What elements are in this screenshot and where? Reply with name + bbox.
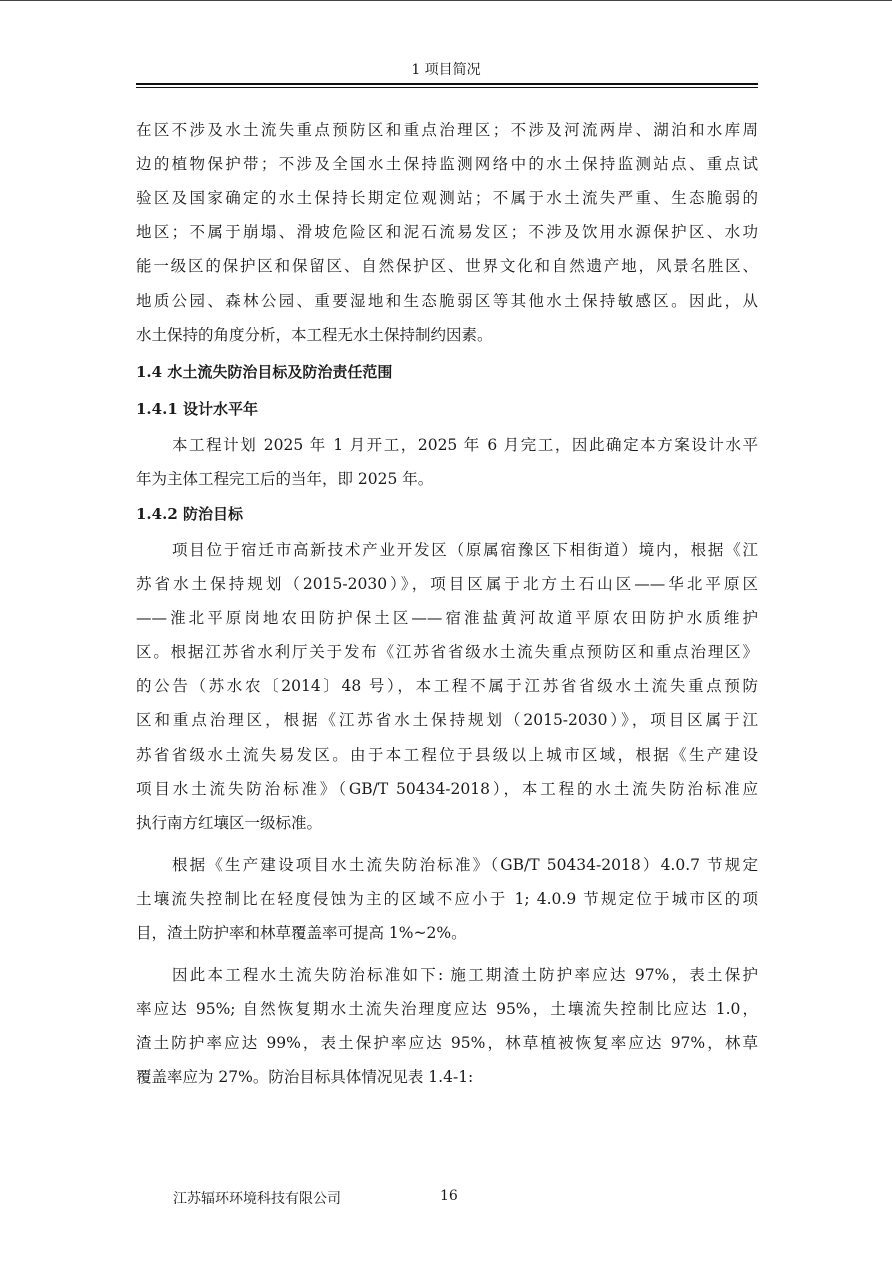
subsection-heading: 1.4.1 设计水平年 bbox=[136, 400, 258, 418]
body-line: 项目水土流失防治标准》（GB/T 50434-2018），本工程的水土流失防治标准应 bbox=[136, 780, 758, 798]
body-line: 覆盖率应为 27%。防治目标具体情况见表 1.4-1: bbox=[136, 1068, 474, 1086]
subsection-heading: 1.4.2 防治目标 bbox=[136, 505, 243, 523]
body-line: 土壤流失控制比在轻度侵蚀为主的区域不应小于 1; 4.0.9 节规定位于城市区的项 bbox=[136, 890, 758, 908]
body-line: 苏省省级水土流失易发区。由于本工程位于县级以上城市区域，根据《生产建设 bbox=[136, 746, 758, 764]
page-number: 16 bbox=[440, 1188, 458, 1204]
section-heading: 1.4 水土流失防治目标及防治责任范围 bbox=[136, 363, 393, 381]
body-line: 年为主体工程完工后的当年，即 2025 年。 bbox=[136, 470, 434, 488]
body-line: 本工程计划 2025 年 1 月开工，2025 年 6 月完工，因此确定本方案设计水平 bbox=[172, 436, 758, 454]
header-rule bbox=[136, 83, 758, 85]
footer-company-name: 江苏辐环环境科技有限公司 bbox=[173, 1191, 341, 1207]
body-line: 执行南方红壤区一级标准。 bbox=[136, 814, 323, 832]
body-line: ——淮北平原岗地农田防护保土区——宿淮盐黄河故道平原农田防护水质维护 bbox=[136, 609, 758, 627]
body-line: 区。根据江苏省水利厅关于发布《江苏省省级水土流失重点预防区和重点治理区》 bbox=[136, 643, 758, 661]
header-rule-thin bbox=[136, 87, 758, 88]
body-line: 苏省水土保持规划（2015-2030）》，项目区属于北方土石山区——华北平原区 bbox=[136, 575, 758, 593]
body-line: 率应达 95%; 自然恢复期水土流失治理度应达 95%，土壤流失控制比应达 1.0， bbox=[136, 1000, 758, 1018]
body-line: 根据《生产建设项目水土流失防治标准》（GB/T 50434-2018）4.0.7 节规定 bbox=[172, 856, 758, 874]
body-line: 渣土防护率应达 99%，表土保护率应达 95%，林草植被恢复率应达 97%，林草 bbox=[136, 1034, 758, 1052]
running-header: 1 项目简况 bbox=[411, 62, 481, 78]
body-line: 验区及国家确定的水土保持长期定位观测站；不属于水土流失严重、生态脆弱的 bbox=[136, 189, 758, 207]
body-line: 地区；不属于崩塌、滑坡危险区和泥石流易发区；不涉及饮用水源保护区、水功 bbox=[136, 223, 758, 241]
body-line: 在区不涉及水土流失重点预防区和重点治理区；不涉及河流两岸、湖泊和水库周 bbox=[136, 121, 758, 139]
body-line: 项目位于宿迁市高新技术产业开发区（原属宿豫区下相街道）境内，根据《江 bbox=[172, 541, 758, 559]
body-line: 区和重点治理区，根据《江苏省水土保持规划（2015-2030）》，项目区属于江 bbox=[136, 711, 758, 729]
body-line: 目，渣土防护率和林草覆盖率可提高 1%~2%。 bbox=[136, 924, 467, 942]
body-line: 地质公园、森林公园、重要湿地和生态脆弱区等其他水土保持敏感区。因此，从 bbox=[136, 292, 758, 310]
body-line: 能一级区的保护区和保留区、自然保护区、世界文化和自然遗产地，风景名胜区、 bbox=[136, 257, 758, 275]
body-line: 因此本工程水土流失防治标准如下: 施工期渣土防护率应达 97%，表土保护 bbox=[172, 966, 758, 984]
body-line: 水土保持的角度分析，本工程无水土保持制约因素。 bbox=[136, 326, 493, 344]
body-line: 边的植物保护带；不涉及全国水土保持监测网络中的水土保持监测站点、重点试 bbox=[136, 155, 758, 173]
body-line: 的公告（苏水农〔2014〕48 号），本工程不属于江苏省省级水土流失重点预防 bbox=[136, 677, 758, 695]
